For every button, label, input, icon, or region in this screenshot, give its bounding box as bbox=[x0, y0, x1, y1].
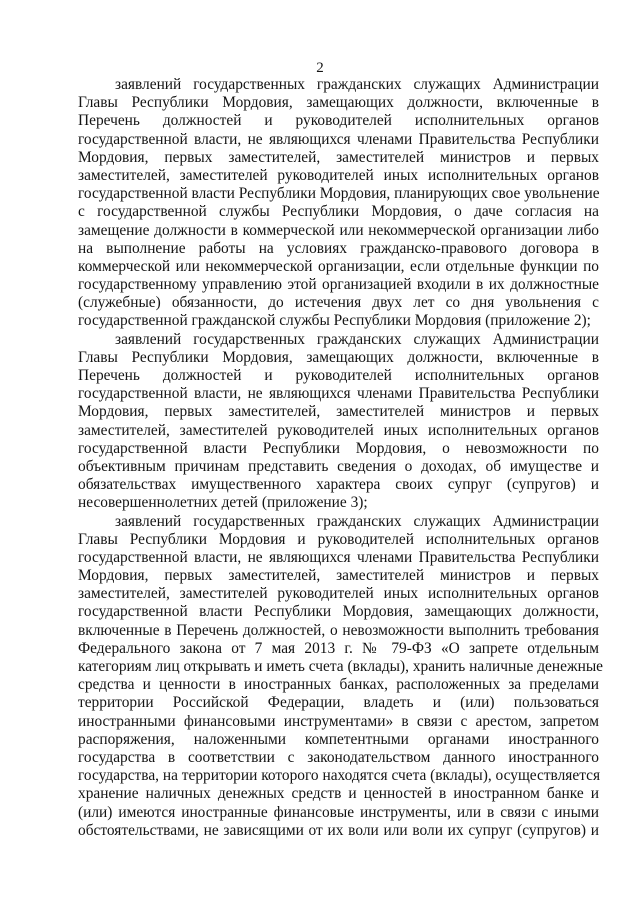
text-line: иностранными финансовыми инструментами» в связи с арестом, запретом bbox=[78, 712, 599, 730]
text-line: Перечень должностей и руководителей исполнительных органов bbox=[78, 112, 599, 130]
text-line: несовершеннолетних детей (приложение 3); bbox=[78, 494, 368, 512]
text-line: Мордовия, первых заместителей, заместителей министров и первых bbox=[78, 148, 599, 166]
text-line: государственной власти, не являющихся членами Правительства Республики bbox=[78, 130, 599, 148]
text-line: коммерческой или некоммерческой организации, если отдельные функции по bbox=[78, 257, 599, 275]
text-line: категориям лиц открывать и иметь счета (вклады), хранить наличные денежные bbox=[78, 658, 603, 675]
text-line: заявлений государственных гражданских служащих Администрации bbox=[115, 76, 599, 93]
text-line: заместителей, заместителей руководителей иных исполнительных органов bbox=[78, 421, 599, 439]
text-line: объективным причинам представить сведения о доходах, об имуществе и bbox=[78, 457, 599, 475]
text-line: Мордовия, первых заместителей, заместителей министров и первых bbox=[78, 403, 599, 421]
text-line: заявлений государственных гражданских служащих Администрации bbox=[115, 330, 599, 348]
text-line: (или) имеются иностранные финансовые инструменты, или в связи с иными bbox=[78, 803, 599, 821]
text-line: заместителей, заместителей руководителей иных исполнительных органов bbox=[78, 166, 599, 184]
text-line: государственной власти, не являющихся членами Правительства Республики bbox=[78, 385, 599, 403]
text-line: Главы Республики Мордовия, замещающих должности, включенные в bbox=[78, 94, 599, 112]
text-line: распоряжения, наложенными компетентными органами иностранного bbox=[78, 730, 599, 748]
text-line: средства и ценности в иностранных банках, расположенных за пределами bbox=[78, 676, 599, 694]
text-line: государственной власти, не являющихся членами Правительства Республики bbox=[78, 548, 599, 566]
text-line: обязательствах имущественного характера своих супруг (супругов) и bbox=[78, 476, 599, 494]
text-line: государственной власти Республики Мордовия, о невозможности по bbox=[78, 439, 599, 457]
text-line: включенные в Перечень должностей, о невозможности выполнить требования bbox=[78, 621, 599, 639]
document-body bbox=[78, 76, 603, 840]
text-line: Перечень должностей и руководителей исполнительных органов bbox=[78, 367, 599, 384]
text-line: заявлений государственных гражданских служащих Администрации bbox=[115, 512, 599, 530]
text-line: замещение должности в коммерческой или некоммерческой организации либо bbox=[78, 221, 599, 239]
text-line: на выполнение работы на условиях гражданско-правового договора в bbox=[78, 239, 599, 257]
text-line: государственной власти Республики Мордовия, замещающих должности, bbox=[78, 603, 599, 621]
paragraph-1 bbox=[78, 76, 599, 331]
text-line: территории Российской Федерации, владеть и (или) пользоваться bbox=[78, 694, 599, 712]
page-number: 2 bbox=[316, 60, 324, 76]
paragraph-2 bbox=[78, 331, 599, 513]
paragraph-3 bbox=[78, 512, 603, 840]
text-line: государственной власти Республики Мордовия, планирующих свое увольнение bbox=[78, 185, 600, 203]
text-line: государства, на территории которого находятся счета (вклады), осуществляется bbox=[78, 767, 601, 785]
text-line: Главы Республики Мордовия и руководителей исполнительных органов bbox=[78, 530, 599, 548]
text-line: государственному управлению этой организацией входили в их должностные bbox=[78, 276, 599, 294]
text-line: Федерального закона от 7 мая 2013 г. № 79-ФЗ «О запрете отдельным bbox=[78, 639, 599, 657]
text-line: (служебные) обязанности, до истечения двух лет со дня увольнения с bbox=[78, 294, 599, 312]
text-line: Мордовия, первых заместителей, заместителей министров и первых bbox=[78, 567, 599, 585]
text-line: Главы Республики Мордовия, замещающих должности, включенные в bbox=[78, 348, 599, 366]
text-line: хранение наличных денежных средств и ценностей в иностранном банке и bbox=[78, 785, 599, 803]
text-line: заместителей, заместителей руководителей иных исполнительных органов bbox=[78, 585, 599, 603]
text-line: государства в соответствии с законодательством данного иностранного bbox=[78, 748, 599, 766]
text-line: обстоятельствами, не зависящими от их воли или воли их супруг (супругов) и bbox=[78, 821, 599, 839]
text-line: государственной гражданской службы Республики Мордовия (приложение 2); bbox=[78, 312, 591, 330]
text-line: с государственной службы Республики Мордовия, о даче согласия на bbox=[78, 203, 599, 221]
